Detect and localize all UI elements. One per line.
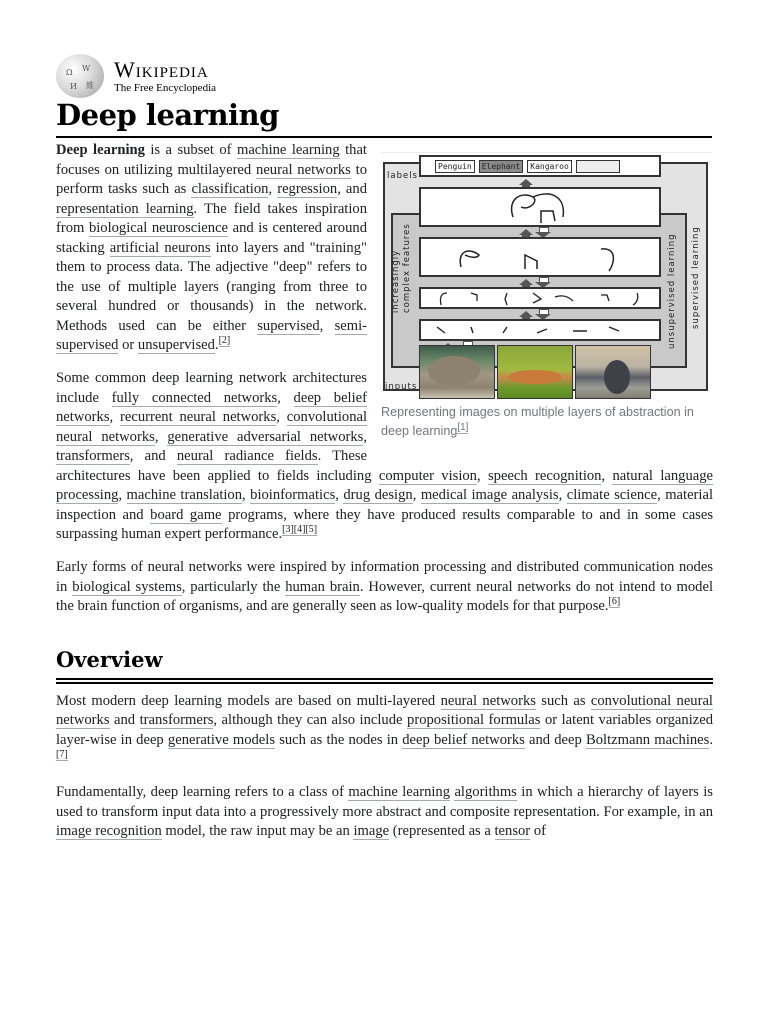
tag-more [576,160,620,173]
link-human-brain[interactable]: human brain [285,578,360,595]
layer-1 [419,319,661,341]
link-speech-recognition[interactable]: speech recognition [487,467,602,484]
link-bioinformatics[interactable]: bioinformatics [250,487,336,503]
link-medical-image-analysis[interactable]: medical image analysis [420,487,559,503]
diagram[interactable] [381,152,711,399]
citation-link[interactable]: [1] [457,421,469,433]
site-tagline: The Free Encyclopedia [114,81,217,94]
overview-paragraph-2: Fundamentally, deep learning refers to a class of machine learning algorithms in which a hierarchy of layers is used to transform input data into a progressively more abstract and composite representation. For example, in an image recognition model, the raw input may be an image (represented as a tensor of [56,784,713,839]
contours-sketch [421,289,659,307]
parts-sketch [421,239,659,275]
citation-link[interactable]: [6] [608,596,621,608]
layer-2 [419,287,661,309]
link-neural-networks[interactable]: neural networks [440,692,536,709]
layer-3 [419,237,661,277]
link-generative-adversarial-networks[interactable]: generative adversarial networks [167,428,364,445]
citation-link[interactable]: [7] [56,749,68,761]
link-boltzmann-machines[interactable]: Boltzmann machines [586,731,710,748]
link-regression[interactable]: regression [277,181,338,197]
link-image[interactable]: image [353,823,390,839]
tag-elephant: Elephant [479,160,524,173]
arrow-up-icon [519,311,533,317]
link-propositional-formulas[interactable]: propositional formulas [407,712,541,728]
link-convolutional-neural-networks[interactable]: convolutional neural networks [56,409,368,445]
photo-elephant [419,345,495,399]
link-unsupervised[interactable]: unsupervised [137,337,215,353]
supervised-learning-text: supervised learning [691,226,701,329]
link-deep-belief-networks[interactable]: deep belief networks [56,389,367,425]
unsupervised-learning-text: unsupervised learning [667,233,677,349]
link-machine-translation[interactable]: machine translation [126,487,243,503]
link-computer-vision[interactable]: computer vision [378,467,477,484]
label-bar [419,155,661,177]
link-semi-supervised[interactable]: semi-supervised [56,317,367,353]
link-transformers[interactable]: transformers [56,448,130,464]
link-fully-connected-networks[interactable]: fully connected networks [111,389,278,406]
link-tensor[interactable]: tensor [494,823,531,839]
link-recurrent-neural-networks[interactable]: recurrent neural networks [120,409,277,425]
citation-link[interactable]: [4] [293,524,306,536]
intro-paragraph-1: Deep learning is a subset of machine learning that focuses on utilizing multilayered neural networks to perform tasks such as classification, regression, and representation learning. The field takes inspiration from biological neuroscience and is centered around stacking artificial neurons into layers and "training" them to process data. The adjective "deep" refers to the use of multiple layers (ranging from three to several hundred or thousands) in the network. Methods used can be either supervised, semi-supervised or unsupervised.[2] [56,142,368,353]
link-neural-networks[interactable]: neural networks [256,161,351,178]
overview-paragraph-1: Most modern deep learning models are based on multi-layered neural networks such as convolutional neural networks and transformers, although they can also include propositional formulas or latent variables organized layer-wise in deep generative models such as the nodes in deep belief networks and deep Boltzmann machines.[7] [56,692,714,761]
link-natural-language-processing[interactable]: natural language processing [56,467,713,503]
citation-link[interactable]: [2] [218,335,231,347]
site-header [56,54,216,98]
intro-paragraph-3: Early forms of neural networks were inspired by information processing and distributed communication nodes in biological systems, particularly the human brain. However, current neural networks do not intend to model the brain function of organisms, and are generally seen as low-quality models for that purpose.[6] [56,559,714,614]
link-deep-belief-networks[interactable]: deep belief networks [402,731,525,748]
arrow-down-icon [539,309,549,314]
arrow-up-icon [519,179,533,185]
figure-caption: Representing images on multiple layers of abstraction in deep learning[1] [381,405,694,438]
section-heading-overview: Overview [56,647,713,680]
link-biological-systems[interactable]: biological systems [72,578,182,595]
layer-4 [419,187,661,227]
link-board-game[interactable]: board game [150,506,222,523]
link-climate-science[interactable]: climate science [566,487,658,503]
arrow-up-icon [519,279,533,285]
complex-features-text: complex features [402,223,412,313]
elephant-sketch [421,189,659,225]
site-name: Wikipedia [114,56,209,82]
link-biological-neuroscience[interactable]: biological neuroscience [88,220,229,236]
link-machine-learning[interactable]: machine learning [348,784,451,800]
link-artificial-neurons[interactable]: artificial neurons [109,239,211,256]
link-representation-learning[interactable]: representation learning [56,200,194,217]
arrow-up-icon [519,229,533,235]
link-neural-radiance-fields[interactable]: neural radiance fields [176,448,318,464]
increasingly-text: increasingly [391,249,401,313]
link-drug-design[interactable]: drug design [343,487,413,503]
inputs-text: inputs [385,382,418,392]
page-title: Deep learning [56,96,712,138]
article-body [56,141,713,855]
link-image-recognition[interactable]: image recognition [56,823,162,839]
edges-sketch [421,321,659,339]
labels-text: labels [387,171,418,181]
figure-deep-learning-layers [381,152,713,441]
link-classification[interactable]: classification [191,181,269,197]
link-supervised[interactable]: supervised [257,317,320,334]
wikipedia-globe-icon[interactable]: Ω W И 維 [56,54,104,98]
tag-kangaroo: Kangaroo [527,160,572,173]
link-transformers[interactable]: transformers [139,712,214,728]
photo-penguin [575,345,651,399]
wordmark[interactable] [114,56,217,94]
citation-link[interactable]: [3] [282,524,294,536]
link-algorithms[interactable]: algorithms [454,784,517,800]
tag-penguin: Penguin [435,160,475,173]
photo-kangaroo [497,345,573,399]
arrow-down-icon [539,277,549,282]
link-convolutional-neural-networks[interactable]: convolutional neural networks [56,692,713,728]
citation-link[interactable]: [5] [305,524,318,536]
link-machine-learning[interactable]: machine learning [236,142,340,158]
link-generative-models[interactable]: generative models [167,731,276,748]
intro-paragraph-2: Some common deep learning network architectures include fully connected networks, deep belief networks, recurrent neural networks, convolutional neural networks, generative adversarial networks, transformers, and neural radiance fields. These architectures have been applied to fields including computer vision, speech recognition, natural language processing, machine translation, bioinformatics, drug design, medical image analysis, climate science, material inspection and board game programs, where they have produced results comparable to and in some cases surpassing human expert performance.[3][4][5] [56,370,714,542]
arrow-down-icon [539,227,549,232]
